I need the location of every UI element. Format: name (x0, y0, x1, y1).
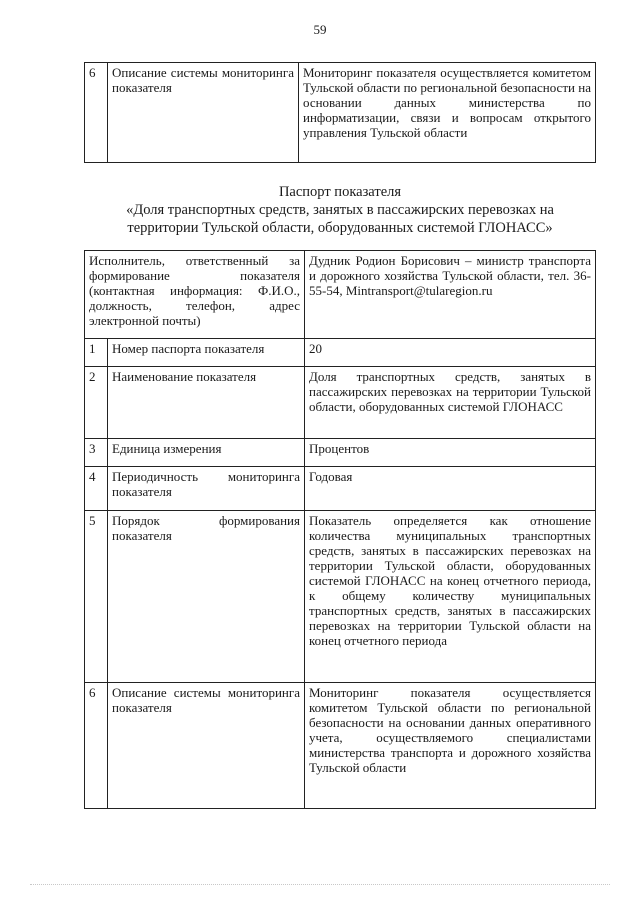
row-number: 5 (85, 511, 108, 683)
row-value: Показатель определяется как отношение количества муниципальных транспортных средств, занятых в пассажирских перевозках на территории Тульской области, оборудованных системой ГЛОНАСС на конец отчетного периода, к общему количеству муниципальных транспортных средств, занятых в пассажирских перевозках на территории Тульской области на конец отчетного периода (305, 511, 596, 683)
table-row (85, 63, 596, 163)
table-row (85, 467, 596, 511)
row-label: Наименование показателя (108, 367, 305, 439)
row-value: Годовая (305, 467, 596, 511)
table-row (85, 439, 596, 467)
row-label: Единица измерения (108, 439, 305, 467)
responsible-value: Дудник Родион Борисович – министр транспорта и дорожного хозяйства Тульской области, тел. 36-55-54, Mintransport@tularegion.ru (305, 251, 596, 339)
row-label: Порядок формирования показателя (108, 511, 305, 683)
row-label: Описание системы мониторинга показателя (108, 683, 305, 809)
row-number: 6 (85, 683, 108, 809)
indicator-name-line-2: территории Тульской области, оборудованных системой ГЛОНАСС» (127, 220, 553, 236)
page-number: 59 (313, 22, 327, 37)
top-table (84, 62, 596, 163)
scan-artifact-line (30, 884, 610, 885)
row-number: 4 (85, 467, 108, 511)
passport-table (84, 250, 596, 809)
row-number: 6 (85, 63, 108, 163)
row-label: Периодичность мониторинга показателя (108, 467, 305, 511)
row-value: Процентов (305, 439, 596, 467)
passport-heading: Паспорт показателя (278, 184, 402, 200)
table-row (85, 339, 596, 367)
row-value: Мониторинг показателя осуществляется комитетом Тульской области по региональной безопасности на основании данных министерства по информатизации, связи и вопросам открытого управления Тульской области (299, 63, 596, 163)
row-number: 2 (85, 367, 108, 439)
row-number: 1 (85, 339, 108, 367)
row-value: Мониторинг показателя осуществляется комитетом Тульской области по региональной безопасности на основании данных оперативного учета, осуществляемого специалистами министерства транспорта и дорожного хозяйства Тульской области (305, 683, 596, 809)
table-row (85, 511, 596, 683)
row-label: Описание системы мониторинга показателя (108, 63, 299, 163)
table-row (85, 367, 596, 439)
row-value: 20 (305, 339, 596, 367)
row-label: Номер паспорта показателя (108, 339, 305, 367)
row-number: 3 (85, 439, 108, 467)
responsible-label: Исполнитель, ответственный за формирование показателя (контактная информация: Ф.И.О., должность, телефон, адрес электронной почты) (85, 251, 305, 339)
passport-title (84, 183, 596, 237)
responsible-row (85, 251, 596, 339)
indicator-name-line-1: «Доля транспортных средств, занятых в пассажирских перевозках на (126, 202, 554, 218)
table-row (85, 683, 596, 809)
row-value: Доля транспортных средств, занятых в пассажирских перевозках на территории Тульской области, оборудованных системой ГЛОНАСС (305, 367, 596, 439)
